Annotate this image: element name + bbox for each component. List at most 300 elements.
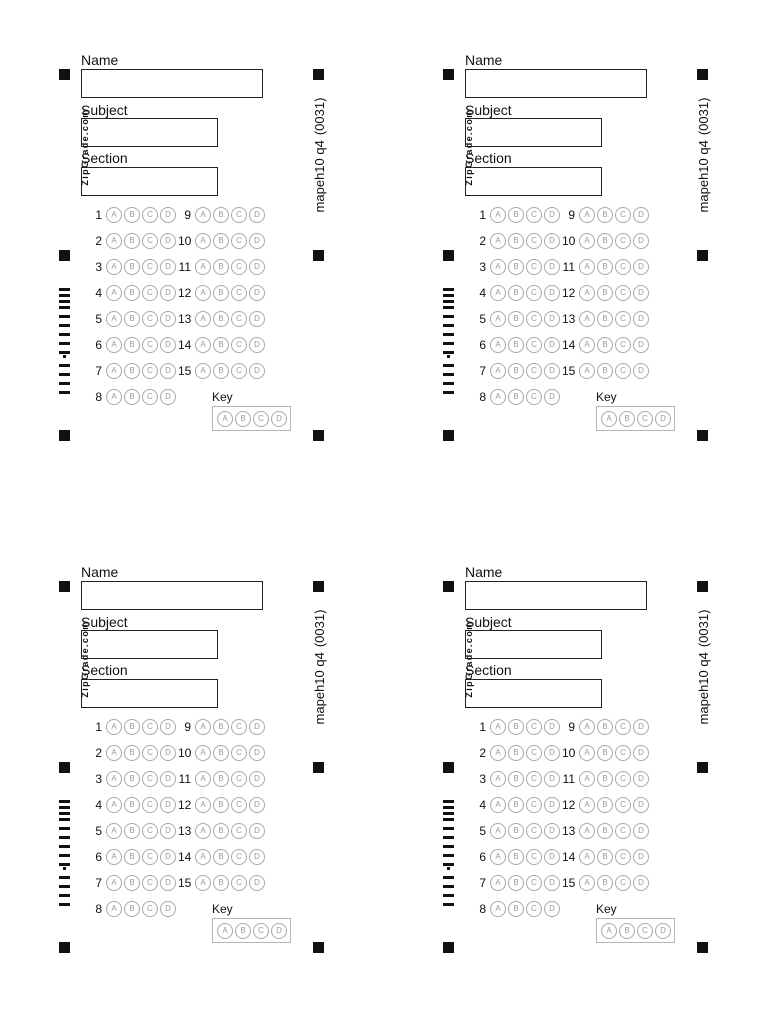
question-number: 5 <box>95 824 102 838</box>
answer-bubble[interactable]: D <box>160 797 176 813</box>
answer-bubble[interactable]: B <box>124 797 140 813</box>
answer-bubble[interactable]: B <box>597 719 613 735</box>
answer-bubble[interactable]: D <box>160 823 176 839</box>
answer-bubble[interactable]: D <box>633 771 649 787</box>
answer-bubble[interactable]: D <box>633 745 649 761</box>
answer-bubble[interactable]: D <box>633 233 649 249</box>
answer-bubble[interactable]: C <box>231 797 247 813</box>
answer-bubble[interactable]: C <box>526 337 542 353</box>
answer-bubble[interactable]: B <box>124 849 140 865</box>
answer-bubble[interactable]: B <box>597 363 613 379</box>
answer-bubble[interactable]: D <box>633 363 649 379</box>
question-number: 1 <box>479 720 486 734</box>
answer-bubble[interactable]: B <box>124 389 140 405</box>
answer-bubble[interactable]: B <box>213 363 229 379</box>
answer-bubble[interactable]: A <box>579 233 595 249</box>
key-bubble[interactable]: C <box>637 411 653 427</box>
answer-bubble[interactable]: C <box>142 233 158 249</box>
answer-bubble[interactable]: D <box>633 875 649 891</box>
answer-bubble[interactable]: C <box>615 285 631 301</box>
subject-field[interactable] <box>465 118 602 147</box>
answer-bubble[interactable]: B <box>508 363 524 379</box>
subject-field[interactable] <box>81 118 218 147</box>
answer-bubble[interactable]: B <box>508 285 524 301</box>
sheet-barcode <box>443 288 454 396</box>
answer-bubble[interactable]: B <box>213 207 229 223</box>
answer-bubble[interactable]: D <box>160 771 176 787</box>
answer-bubble[interactable]: B <box>213 285 229 301</box>
answer-bubble[interactable]: A <box>195 259 211 275</box>
answer-bubble[interactable]: C <box>231 745 247 761</box>
question-number: 2 <box>479 746 486 760</box>
answer-bubble[interactable]: B <box>213 233 229 249</box>
alignment-marker <box>697 69 708 80</box>
answer-bubble[interactable]: D <box>249 259 265 275</box>
answer-bubble[interactable]: C <box>526 797 542 813</box>
answer-bubble[interactable]: A <box>195 311 211 327</box>
answer-bubble[interactable]: A <box>195 823 211 839</box>
answer-bubble[interactable]: C <box>526 823 542 839</box>
section-field[interactable] <box>465 679 602 708</box>
answer-bubble[interactable]: C <box>142 875 158 891</box>
barcode-bar <box>443 351 454 354</box>
answer-bubble[interactable]: B <box>508 719 524 735</box>
key-bubble[interactable]: C <box>253 411 269 427</box>
answer-bubble[interactable]: D <box>249 311 265 327</box>
answer-bubble[interactable]: B <box>124 745 140 761</box>
answer-bubble[interactable]: B <box>508 233 524 249</box>
answer-bubble[interactable]: A <box>106 233 122 249</box>
question-number: 10 <box>178 746 192 760</box>
answer-bubble[interactable]: D <box>544 797 560 813</box>
name-field[interactable] <box>465 69 647 98</box>
answer-bubble[interactable]: D <box>249 797 265 813</box>
answer-bubble[interactable]: A <box>195 207 211 223</box>
answer-bubble[interactable]: D <box>160 389 176 405</box>
answer-bubble[interactable]: A <box>490 771 506 787</box>
key-bubble[interactable]: C <box>637 923 653 939</box>
answer-bubble[interactable]: A <box>579 849 595 865</box>
answer-bubble[interactable]: A <box>195 771 211 787</box>
answer-bubble[interactable]: D <box>544 363 560 379</box>
answer-bubble[interactable]: A <box>579 823 595 839</box>
answer-bubble[interactable]: C <box>615 849 631 865</box>
answer-bubble[interactable]: D <box>249 337 265 353</box>
answer-bubble[interactable]: D <box>633 337 649 353</box>
answer-bubble[interactable]: A <box>490 823 506 839</box>
name-field[interactable] <box>81 69 263 98</box>
key-bubble[interactable]: D <box>271 923 287 939</box>
key-bubble[interactable]: A <box>601 923 617 939</box>
answer-bubble[interactable]: D <box>544 849 560 865</box>
answer-bubble[interactable]: D <box>160 901 176 917</box>
answer-bubble[interactable]: D <box>544 389 560 405</box>
answer-bubble[interactable]: B <box>213 745 229 761</box>
answer-bubble[interactable]: D <box>249 849 265 865</box>
answer-bubble[interactable]: A <box>579 719 595 735</box>
name-field[interactable] <box>465 581 647 610</box>
exam-code <box>312 93 328 217</box>
answer-bubble[interactable]: D <box>544 233 560 249</box>
question-number: 14 <box>178 850 192 864</box>
answer-bubble[interactable]: B <box>124 233 140 249</box>
answer-bubble[interactable]: D <box>249 771 265 787</box>
answer-bubble[interactable]: A <box>490 259 506 275</box>
answer-bubble[interactable]: A <box>490 285 506 301</box>
answer-bubble[interactable]: B <box>213 771 229 787</box>
barcode-bar <box>59 812 70 815</box>
answer-bubble[interactable]: B <box>508 337 524 353</box>
answer-bubble[interactable]: B <box>597 849 613 865</box>
answer-bubble[interactable]: C <box>142 363 158 379</box>
answer-bubble[interactable]: D <box>249 719 265 735</box>
answer-bubble[interactable]: C <box>231 363 247 379</box>
answer-bubble[interactable]: B <box>213 311 229 327</box>
answer-bubble[interactable]: D <box>633 797 649 813</box>
answer-bubble[interactable]: A <box>490 745 506 761</box>
answer-bubble[interactable]: C <box>142 823 158 839</box>
answer-bubble[interactable]: A <box>579 363 595 379</box>
answer-bubble[interactable]: A <box>195 849 211 865</box>
answer-bubble[interactable]: C <box>231 849 247 865</box>
key-bubble[interactable]: B <box>619 411 635 427</box>
key-bubble[interactable]: D <box>655 923 671 939</box>
answer-bubble[interactable]: D <box>249 745 265 761</box>
answer-bubble[interactable]: C <box>615 745 631 761</box>
answer-bubble[interactable]: D <box>160 719 176 735</box>
answer-bubble[interactable]: B <box>508 797 524 813</box>
answer-bubble[interactable]: D <box>249 233 265 249</box>
alignment-marker <box>443 250 454 261</box>
answer-bubble[interactable]: D <box>160 207 176 223</box>
answer-bubble[interactable]: D <box>544 285 560 301</box>
answer-bubble[interactable]: A <box>490 233 506 249</box>
answer-bubble[interactable]: D <box>633 823 649 839</box>
answer-bubble[interactable]: A <box>106 797 122 813</box>
zipgrade-logo: ZipGrade.com <box>464 620 474 698</box>
answer-bubble[interactable]: C <box>526 745 542 761</box>
answer-bubble[interactable]: A <box>579 337 595 353</box>
barcode-bar <box>59 300 70 303</box>
answer-bubble[interactable]: C <box>526 901 542 917</box>
subject-field[interactable] <box>81 630 218 659</box>
answer-bubble[interactable]: A <box>579 771 595 787</box>
answer-bubble[interactable]: A <box>106 719 122 735</box>
alignment-marker <box>443 430 454 441</box>
answer-bubble[interactable]: C <box>615 797 631 813</box>
answer-bubble[interactable]: C <box>231 311 247 327</box>
answer-bubble[interactable]: A <box>195 233 211 249</box>
answer-bubble[interactable]: B <box>597 311 613 327</box>
answer-bubble[interactable]: A <box>490 389 506 405</box>
answer-bubble[interactable]: C <box>615 207 631 223</box>
answer-bubble[interactable]: C <box>231 823 247 839</box>
answer-bubble[interactable]: C <box>231 875 247 891</box>
key-bubble[interactable]: A <box>601 411 617 427</box>
alignment-marker <box>313 69 324 80</box>
answer-bubble[interactable]: B <box>213 719 229 735</box>
answer-bubble[interactable]: C <box>615 719 631 735</box>
answer-bubble[interactable]: A <box>106 363 122 379</box>
answer-bubble[interactable]: B <box>597 745 613 761</box>
answer-bubble[interactable]: A <box>490 719 506 735</box>
answer-bubble[interactable]: B <box>124 823 140 839</box>
answer-bubble[interactable]: A <box>579 797 595 813</box>
answer-bubble[interactable]: B <box>124 207 140 223</box>
exam-code-name: mapeh10 q4 <box>312 652 327 725</box>
answer-bubble[interactable]: B <box>508 771 524 787</box>
answer-bubble[interactable]: D <box>544 259 560 275</box>
answer-bubble[interactable]: C <box>615 823 631 839</box>
answer-bubble[interactable]: C <box>526 849 542 865</box>
answer-bubble[interactable]: A <box>106 259 122 275</box>
answer-bubble[interactable]: C <box>231 285 247 301</box>
answer-bubble[interactable]: D <box>544 311 560 327</box>
answer-bubble[interactable]: A <box>195 875 211 891</box>
answer-bubble[interactable]: D <box>160 875 176 891</box>
answer-bubble[interactable]: B <box>124 771 140 787</box>
answer-bubble[interactable]: C <box>142 285 158 301</box>
answer-bubble[interactable]: B <box>597 233 613 249</box>
answer-bubble[interactable]: D <box>633 311 649 327</box>
key-bubble[interactable]: B <box>619 923 635 939</box>
answer-bubble[interactable]: D <box>249 207 265 223</box>
answer-bubble[interactable]: D <box>160 337 176 353</box>
answer-bubble[interactable]: C <box>615 363 631 379</box>
answer-bubble[interactable]: C <box>526 771 542 787</box>
answer-bubble[interactable]: A <box>106 745 122 761</box>
answer-bubble[interactable]: B <box>124 259 140 275</box>
answer-sheet-2 <box>443 52 713 452</box>
answer-bubble[interactable]: C <box>231 207 247 223</box>
answer-bubble[interactable]: C <box>142 259 158 275</box>
name-field[interactable] <box>81 581 263 610</box>
answer-bubble[interactable]: B <box>124 311 140 327</box>
section-field[interactable] <box>81 167 218 196</box>
answer-bubble[interactable]: C <box>142 771 158 787</box>
answer-bubble[interactable]: C <box>142 797 158 813</box>
answer-bubble[interactable]: A <box>106 849 122 865</box>
answer-bubble[interactable]: C <box>526 285 542 301</box>
answer-bubble[interactable]: B <box>597 823 613 839</box>
answer-bubble[interactable]: B <box>124 875 140 891</box>
answer-bubble[interactable]: D <box>249 363 265 379</box>
answer-bubble[interactable]: A <box>195 719 211 735</box>
answer-bubble[interactable]: D <box>160 745 176 761</box>
answer-bubble[interactable]: A <box>579 285 595 301</box>
answer-bubble[interactable]: A <box>106 823 122 839</box>
answer-bubble[interactable]: A <box>195 797 211 813</box>
answer-bubble[interactable]: D <box>544 901 560 917</box>
answer-bubble[interactable]: A <box>579 745 595 761</box>
question-number: 15 <box>178 876 192 890</box>
answer-bubble[interactable]: D <box>544 719 560 735</box>
answer-bubble[interactable]: B <box>508 823 524 839</box>
answer-bubble[interactable]: D <box>544 875 560 891</box>
key-bubble[interactable]: A <box>217 923 233 939</box>
answer-bubble[interactable]: C <box>142 849 158 865</box>
key-bubble[interactable]: D <box>271 411 287 427</box>
answer-bubble[interactable]: D <box>544 337 560 353</box>
answer-bubble[interactable]: D <box>544 823 560 839</box>
answer-bubble[interactable]: B <box>597 797 613 813</box>
answer-bubble[interactable]: B <box>213 823 229 839</box>
answer-bubble[interactable]: A <box>579 207 595 223</box>
answer-bubble[interactable]: D <box>160 849 176 865</box>
answer-bubble[interactable]: B <box>508 311 524 327</box>
answer-bubble[interactable]: C <box>142 207 158 223</box>
answer-bubble[interactable]: C <box>142 311 158 327</box>
key-bubble[interactable]: D <box>655 411 671 427</box>
answer-bubble[interactable]: B <box>597 259 613 275</box>
answer-bubble[interactable]: D <box>160 363 176 379</box>
answer-bubble[interactable]: A <box>106 337 122 353</box>
answer-bubble[interactable]: C <box>615 233 631 249</box>
question-number: 7 <box>95 876 102 890</box>
question-number: 8 <box>95 390 102 404</box>
answer-bubble[interactable]: A <box>195 337 211 353</box>
answer-bubble[interactable]: C <box>142 719 158 735</box>
answer-bubble[interactable]: D <box>633 207 649 223</box>
answer-bubble[interactable]: C <box>231 233 247 249</box>
answer-bubble[interactable]: C <box>526 389 542 405</box>
answer-bubble[interactable]: B <box>508 207 524 223</box>
answer-bubble[interactable]: C <box>526 363 542 379</box>
answer-bubble[interactable]: D <box>249 875 265 891</box>
answer-bubble[interactable]: C <box>526 259 542 275</box>
answer-bubble[interactable]: A <box>490 901 506 917</box>
answer-bubble[interactable]: A <box>490 875 506 891</box>
answer-bubble[interactable]: B <box>597 875 613 891</box>
barcode-bar <box>59 306 70 309</box>
answer-bubble[interactable]: A <box>106 311 122 327</box>
answer-bubble[interactable]: C <box>142 901 158 917</box>
subject-field[interactable] <box>465 630 602 659</box>
question-number: 2 <box>95 234 102 248</box>
answer-bubble[interactable]: A <box>490 207 506 223</box>
answer-bubble[interactable]: A <box>579 875 595 891</box>
answer-bubble[interactable]: B <box>124 719 140 735</box>
answer-bubble[interactable]: D <box>633 285 649 301</box>
key-bubble[interactable]: C <box>253 923 269 939</box>
answer-bubble[interactable]: C <box>615 311 631 327</box>
answer-bubble[interactable]: B <box>508 875 524 891</box>
answer-bubble[interactable]: C <box>615 875 631 891</box>
answer-bubble[interactable]: A <box>106 771 122 787</box>
answer-bubble[interactable]: B <box>597 771 613 787</box>
barcode-bar <box>447 355 450 358</box>
question-number: 4 <box>479 286 486 300</box>
answer-bubble[interactable]: D <box>160 259 176 275</box>
answer-bubble[interactable]: A <box>106 285 122 301</box>
alignment-marker <box>313 250 324 261</box>
answer-bubble[interactable]: D <box>633 259 649 275</box>
section-field[interactable] <box>465 167 602 196</box>
answer-bubble[interactable]: D <box>160 233 176 249</box>
answer-bubble[interactable]: C <box>231 771 247 787</box>
answer-bubble[interactable]: A <box>106 207 122 223</box>
answer-bubble[interactable]: A <box>106 901 122 917</box>
answer-bubble[interactable]: D <box>633 719 649 735</box>
answer-bubble[interactable]: C <box>526 875 542 891</box>
answer-bubble[interactable]: B <box>508 745 524 761</box>
answer-bubble[interactable]: B <box>213 849 229 865</box>
answer-bubble[interactable]: C <box>231 337 247 353</box>
answer-bubble[interactable]: D <box>544 745 560 761</box>
answer-bubble[interactable]: A <box>195 285 211 301</box>
answer-bubble[interactable]: B <box>213 875 229 891</box>
answer-bubble[interactable]: A <box>106 875 122 891</box>
answer-bubble[interactable]: A <box>490 363 506 379</box>
answer-bubble[interactable]: A <box>106 389 122 405</box>
answer-bubble[interactable]: C <box>526 207 542 223</box>
answer-bubble[interactable]: A <box>195 745 211 761</box>
key-bubble[interactable]: B <box>235 923 251 939</box>
answer-bubble[interactable]: C <box>526 311 542 327</box>
answer-bubble[interactable]: B <box>124 337 140 353</box>
question-number: 15 <box>178 364 192 378</box>
answer-bubble[interactable]: C <box>142 389 158 405</box>
answer-bubble[interactable]: D <box>249 823 265 839</box>
answer-bubble[interactable]: B <box>213 337 229 353</box>
name-label: Name <box>81 52 119 68</box>
answer-bubble[interactable]: B <box>508 849 524 865</box>
answer-bubble[interactable]: B <box>508 259 524 275</box>
answer-bubble[interactable]: B <box>597 285 613 301</box>
answer-bubble[interactable]: C <box>231 259 247 275</box>
answer-bubble[interactable]: B <box>213 259 229 275</box>
answer-bubble[interactable]: D <box>544 771 560 787</box>
answer-bubble[interactable]: C <box>526 719 542 735</box>
key-bubble[interactable]: B <box>235 411 251 427</box>
answer-bubble[interactable]: C <box>615 259 631 275</box>
barcode-bar <box>443 324 454 327</box>
answer-bubble[interactable]: C <box>142 745 158 761</box>
section-field[interactable] <box>81 679 218 708</box>
answer-bubble[interactable]: B <box>124 363 140 379</box>
answer-bubble[interactable]: B <box>124 285 140 301</box>
answer-bubble[interactable]: A <box>490 849 506 865</box>
barcode-bar <box>59 382 70 385</box>
key-bubble[interactable]: A <box>217 411 233 427</box>
answer-bubble[interactable]: B <box>508 901 524 917</box>
key-box <box>596 918 675 943</box>
answer-bubble[interactable]: A <box>490 337 506 353</box>
answer-bubble[interactable]: B <box>124 901 140 917</box>
answer-bubble[interactable]: C <box>615 337 631 353</box>
answer-bubble[interactable]: C <box>142 337 158 353</box>
answer-bubble[interactable]: A <box>490 311 506 327</box>
answer-bubble[interactable]: D <box>249 285 265 301</box>
answer-bubble[interactable]: C <box>231 719 247 735</box>
answer-bubble[interactable]: B <box>213 797 229 813</box>
answer-bubble[interactable]: D <box>160 285 176 301</box>
answer-bubble[interactable]: D <box>633 849 649 865</box>
barcode-bar <box>443 306 454 309</box>
answer-bubble[interactable]: B <box>597 207 613 223</box>
answer-bubble[interactable]: A <box>579 311 595 327</box>
answer-bubble[interactable]: A <box>195 363 211 379</box>
answer-bubble[interactable]: D <box>160 311 176 327</box>
answer-bubble[interactable]: A <box>579 259 595 275</box>
answer-bubble[interactable]: D <box>544 207 560 223</box>
answer-bubble[interactable]: B <box>597 337 613 353</box>
answer-bubble[interactable]: A <box>490 797 506 813</box>
barcode-bar <box>59 288 70 291</box>
answer-bubble[interactable]: B <box>508 389 524 405</box>
answer-bubble[interactable]: C <box>526 233 542 249</box>
answer-bubble[interactable]: C <box>615 771 631 787</box>
